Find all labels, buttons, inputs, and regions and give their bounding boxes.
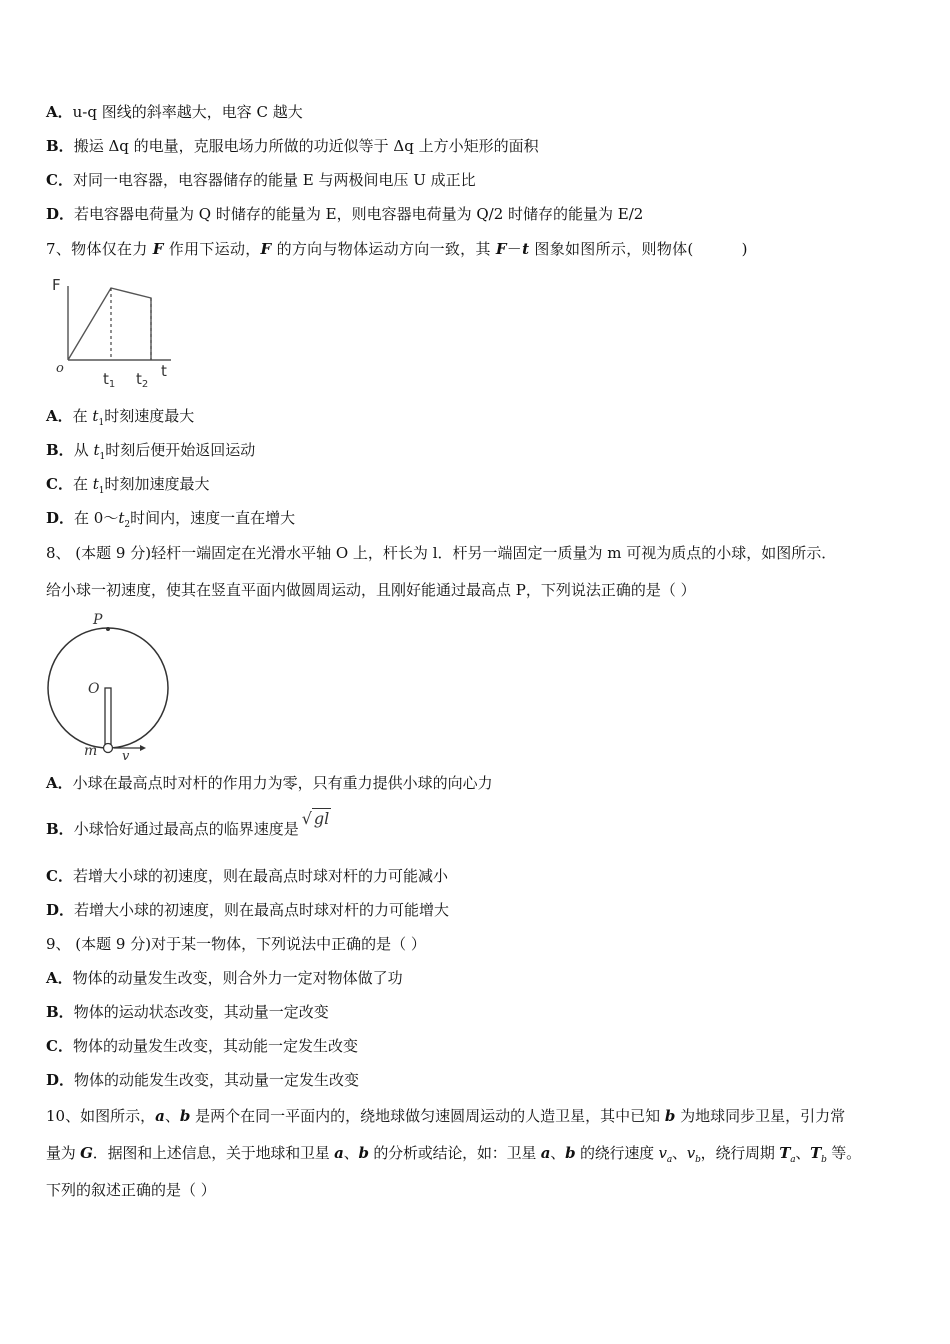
q6-option-c: C．对同一电容器，电容器储存的能量 E 与两极间电压 U 成正比: [46, 171, 476, 189]
q9-option-a: A．物体的动量发生改变，则合外力一定对物体做了功: [46, 969, 403, 987]
q7-f-t-graph: [46, 272, 186, 392]
label-m: m: [84, 743, 98, 759]
q8-option-a: A．小球在最高点时对杆的作用力为零，只有重力提供小球的向心力: [46, 774, 493, 792]
q9-stem: 9、 (本题 9 分)对于某一物体，下列说法中正确的是（ ）: [46, 935, 426, 953]
t1-label: $t_1$: [103, 370, 116, 390]
q10-stem-line1: 10、如图所示，a、b 是两个在同一平面内的，绕地球做匀速圆周运动的人造卫星，其中已知 b 为地球同步卫星，引力常: [46, 1107, 846, 1125]
q8-circle-figure: [40, 606, 180, 764]
q9-option-c: C．物体的动量发生改变，其动能一定发生改变: [46, 1037, 358, 1055]
t2-label: $t_2$: [136, 370, 149, 390]
q7-stem: 7、物体仅在力 F 作用下运动，F 的方向与物体运动方向一致，其 F－t 图象如图所示，则物体( ): [46, 240, 748, 258]
label-o: O: [88, 681, 100, 697]
force-curve: [68, 288, 151, 360]
q9-option-b: B．物体的运动状态改变，其动量一定改变: [46, 1003, 329, 1021]
q7-option-c: C．在 $t_1$时刻加速度最大: [46, 475, 210, 496]
q6-option-d: D．若电容器电荷量为 Q 时储存的能量为 E，则电容器电荷量为 Q/2 时储存的能量为 E/2: [46, 205, 644, 223]
q9-option-d: D．物体的动能发生改变，其动量一定发生改变: [46, 1071, 360, 1089]
q7-option-b: B．从 $t_1$时刻后便开始返回运动: [46, 441, 256, 462]
ball: [104, 744, 113, 753]
x-axis-label: t: [161, 362, 167, 380]
q7-option-d: D．在 $0\sim t_2$时间内，速度一直在增大: [46, 509, 296, 530]
point-p: [106, 627, 110, 631]
q7-option-a: A．在 $t_1$时刻速度最大: [46, 407, 195, 428]
q8-option-c: C．若增大小球的初速度，则在最高点时球对杆的力可能减小: [46, 867, 448, 885]
q6-option-b: B．搬运 Δq 的电量，克服电场力所做的功近似等于 Δq 上方小矩形的面积: [46, 137, 539, 155]
origin-label: o: [56, 361, 64, 376]
q8-stem-line2: 给小球一初速度，使其在竖直平面内做圆周运动，且刚好能通过最高点 P，下列说法正确的是（ ）: [46, 581, 696, 599]
sqrt-gl: √ gl: [301, 809, 330, 828]
q8-stem-line1: 8、 (本题 9 分)轻杆一端固定在光滑水平轴 O 上，杆长为 l．杆另一端固定一质量为 m 可视为质点的小球，如图所示．: [46, 544, 837, 562]
y-axis-label: F: [52, 276, 61, 294]
label-v: v: [122, 749, 130, 764]
q8-option-b: B．小球恰好通过最高点的临界速度是√ gl: [46, 809, 330, 838]
q8-option-d: D．若增大小球的初速度，则在最高点时球对杆的力可能增大: [46, 901, 450, 919]
q6-option-a: A．u-q 图线的斜率越大，电容 C 越大: [46, 103, 303, 121]
q10-stem-line3: 下列的叙述正确的是（ ）: [46, 1181, 216, 1199]
q10-stem-line2: 量为 G．据图和上述信息，关于地球和卫星 a、b 的分析或结论，如：卫星 a、b 的绕行速度 $v_a$、$v_b$，绕行周期 $T_a$、$T_b$ 等。: [46, 1144, 861, 1165]
velocity-arrowhead: [140, 745, 146, 751]
label-p: P: [93, 612, 103, 628]
rod: [105, 688, 111, 744]
